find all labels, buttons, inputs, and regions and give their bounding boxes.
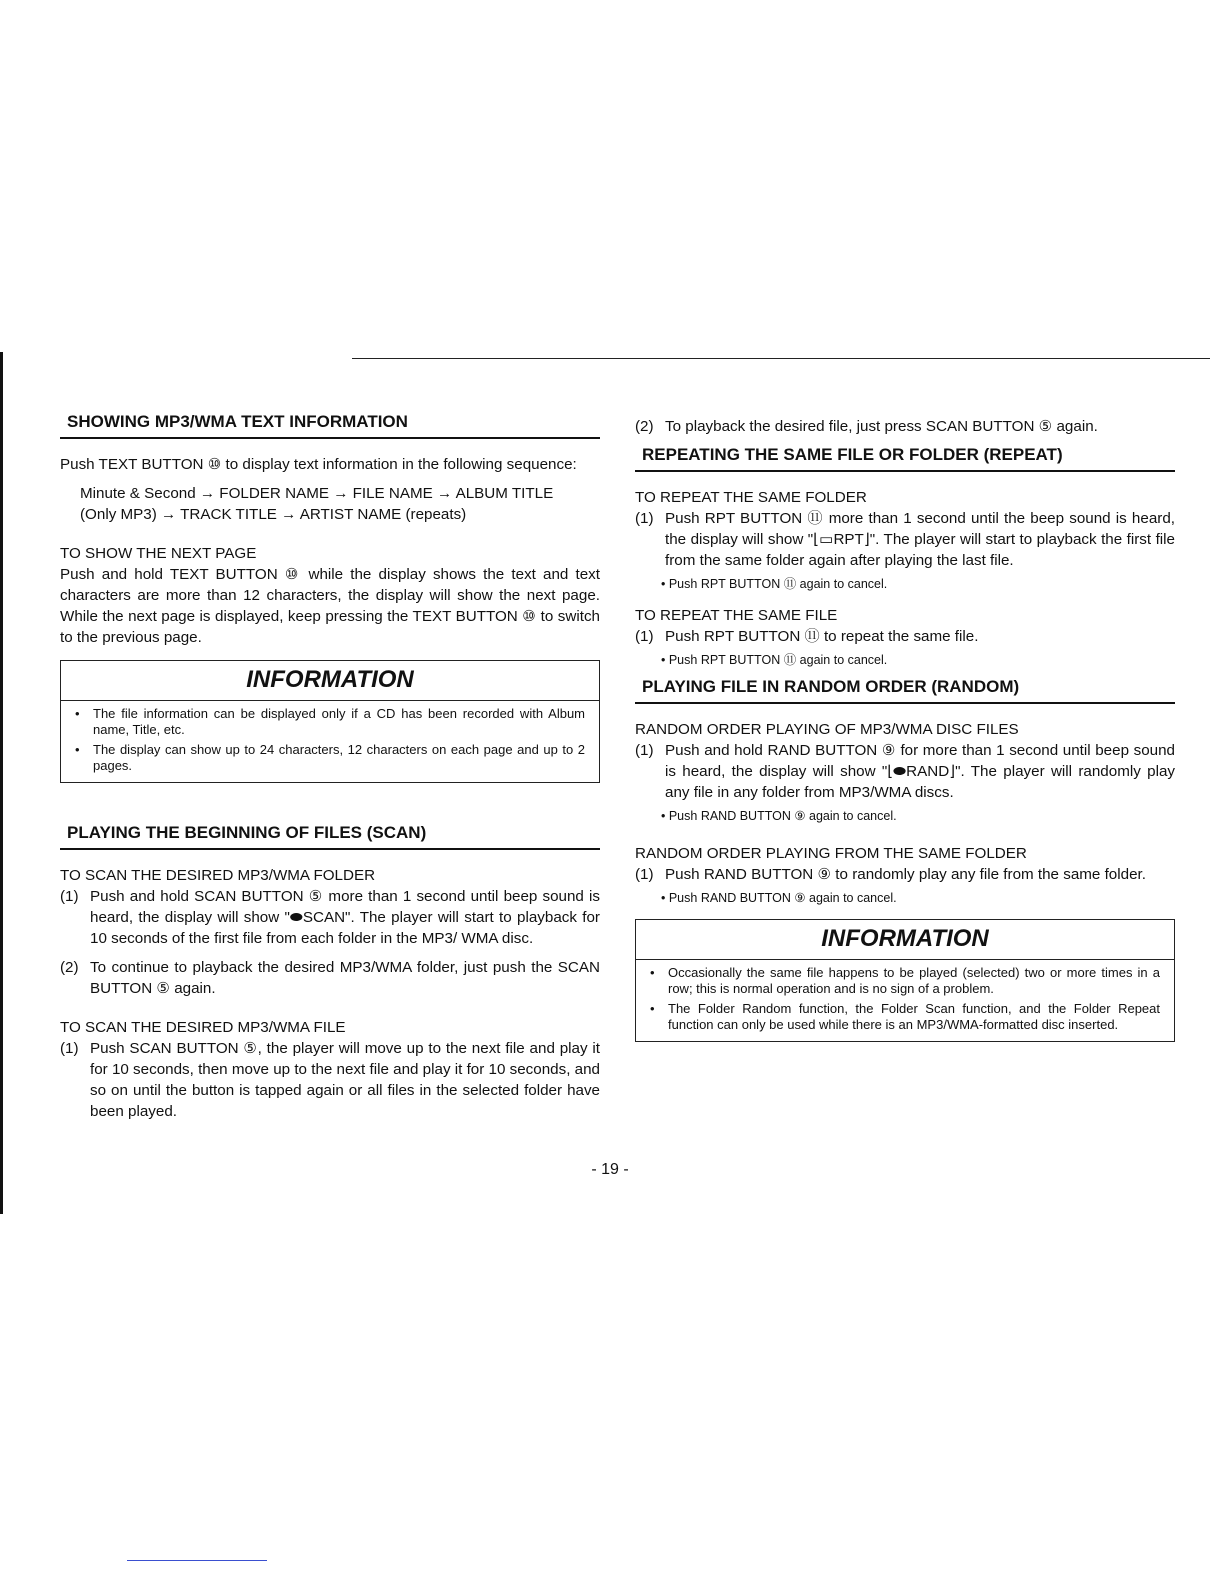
next-page-title: TO SHOW THE NEXT PAGE <box>60 545 257 562</box>
repeat-file-title: TO REPEAT THE SAME FILE <box>635 607 838 624</box>
step-item: (1) Push RPT BUTTON ⑪ to repeat the same file. <box>635 628 979 645</box>
information-list <box>61 701 599 782</box>
scan-folder-title: TO SCAN THE DESIRED MP3/WMA FOLDER <box>60 867 376 884</box>
bottom-rule <box>127 1560 267 1561</box>
page-number: - 19 - <box>591 1161 629 1178</box>
section-heading-scan: PLAYING THE BEGINNING OF FILES (SCAN) <box>60 823 600 850</box>
information-item: • Occasionally the same file happens to be played (selected) two or more times in a row; this is normal operation and is no sign of a problem. <box>650 965 1160 997</box>
top-rule <box>352 358 1210 359</box>
cancel-note: • Push RPT BUTTON ⑪ again to cancel. <box>661 577 888 591</box>
scan-file-title: TO SCAN THE DESIRED MP3/WMA FILE <box>60 1019 346 1036</box>
information-box-2 <box>635 919 1175 1042</box>
step-item: (2) To playback the desired file, just press SCAN BUTTON ⑤ again. <box>635 418 1098 435</box>
page-edge-bar <box>0 352 3 1214</box>
step-item: (1) Push RAND BUTTON ⑨ to randomly play any file from the same folder. <box>635 866 1146 883</box>
information-title: INFORMATION <box>636 920 1174 960</box>
sequence-line-2: (Only MP3) → TRACK TITLE → ARTIST NAME (repeats) <box>80 506 467 523</box>
information-item: • The Folder Random function, the Folder Scan function, and the Folder Repeat function can only be used while there is an MP3/WMA-formatted disc inserted. <box>650 1001 1160 1033</box>
section-heading-random: PLAYING FILE IN RANDOM ORDER (RANDOM) <box>635 677 1175 704</box>
step-item: (1) Push and hold SCAN BUTTON ⑤ more than 1 second until beep sound is heard, the display will show "⬬SCAN". The player will start to playback for 10 seconds of the first file from each folder in the MP3/ WMA disc. <box>60 888 600 947</box>
information-list <box>636 960 1174 1041</box>
sequence-line-1: Minute & Second → FOLDER NAME → FILE NAME → ALBUM TITLE <box>80 485 554 502</box>
repeat-folder-title: TO REPEAT THE SAME FOLDER <box>635 489 867 506</box>
section-heading-text-info: SHOWING MP3/WMA TEXT INFORMATION <box>60 412 600 439</box>
information-item: • The file information can be displayed only if a CD has been recorded with Album name, Title, etc. <box>75 706 585 738</box>
random-disc-title: RANDOM ORDER PLAYING OF MP3/WMA DISC FILES <box>635 721 1019 738</box>
text-info-intro: Push TEXT BUTTON ⑩ to display text information in the following sequence: <box>60 456 577 473</box>
step-item: (1) Push and hold RAND BUTTON ⑨ for more than 1 second until beep sound is heard, the display will show "⌊⬬RAND⌋". The player will randomly play any file in any folder from MP3/WMA discs. <box>635 742 1175 801</box>
cancel-note: • Push RAND BUTTON ⑨ again to cancel. <box>661 891 897 905</box>
information-item: • The display can show up to 24 characters, 12 characters on each page and up to 2 pages. <box>75 742 585 774</box>
next-page-body: Push and hold TEXT BUTTON ⑩ while the display shows the text and text characters are more than 12 characters, the display will show the next page. While the next page is displayed, keep pressing the TEXT BUTTON ⑩ to switch to the previous page. <box>60 566 600 646</box>
right-column <box>635 416 1175 1042</box>
cancel-note: • Push RPT BUTTON ⑪ again to cancel. <box>661 653 888 667</box>
left-column <box>60 412 600 1122</box>
step-item: (1) Push RPT BUTTON ⑪ more than 1 second until the beep sound is heard, the display will show "⌊▭RPT⌋". The player will start to playback the first file from the same folder again after playing the last file. <box>635 510 1175 569</box>
section-heading-repeat: REPEATING THE SAME FILE OR FOLDER (REPEAT) <box>635 445 1175 472</box>
information-title: INFORMATION <box>61 661 599 701</box>
random-folder-title: RANDOM ORDER PLAYING FROM THE SAME FOLDER <box>635 845 1027 862</box>
step-item: (1) Push SCAN BUTTON ⑤, the player will move up to the next file and play it for 10 seconds, then move up to the next file and play it for 10 seconds, and so on until the button is tapped again or all files in the selected folder have been played. <box>60 1040 600 1120</box>
information-box-1 <box>60 660 600 783</box>
cancel-note: • Push RAND BUTTON ⑨ again to cancel. <box>661 809 897 823</box>
step-item: (2) To continue to playback the desired MP3/WMA folder, just push the SCAN BUTTON ⑤ again. <box>60 959 600 997</box>
